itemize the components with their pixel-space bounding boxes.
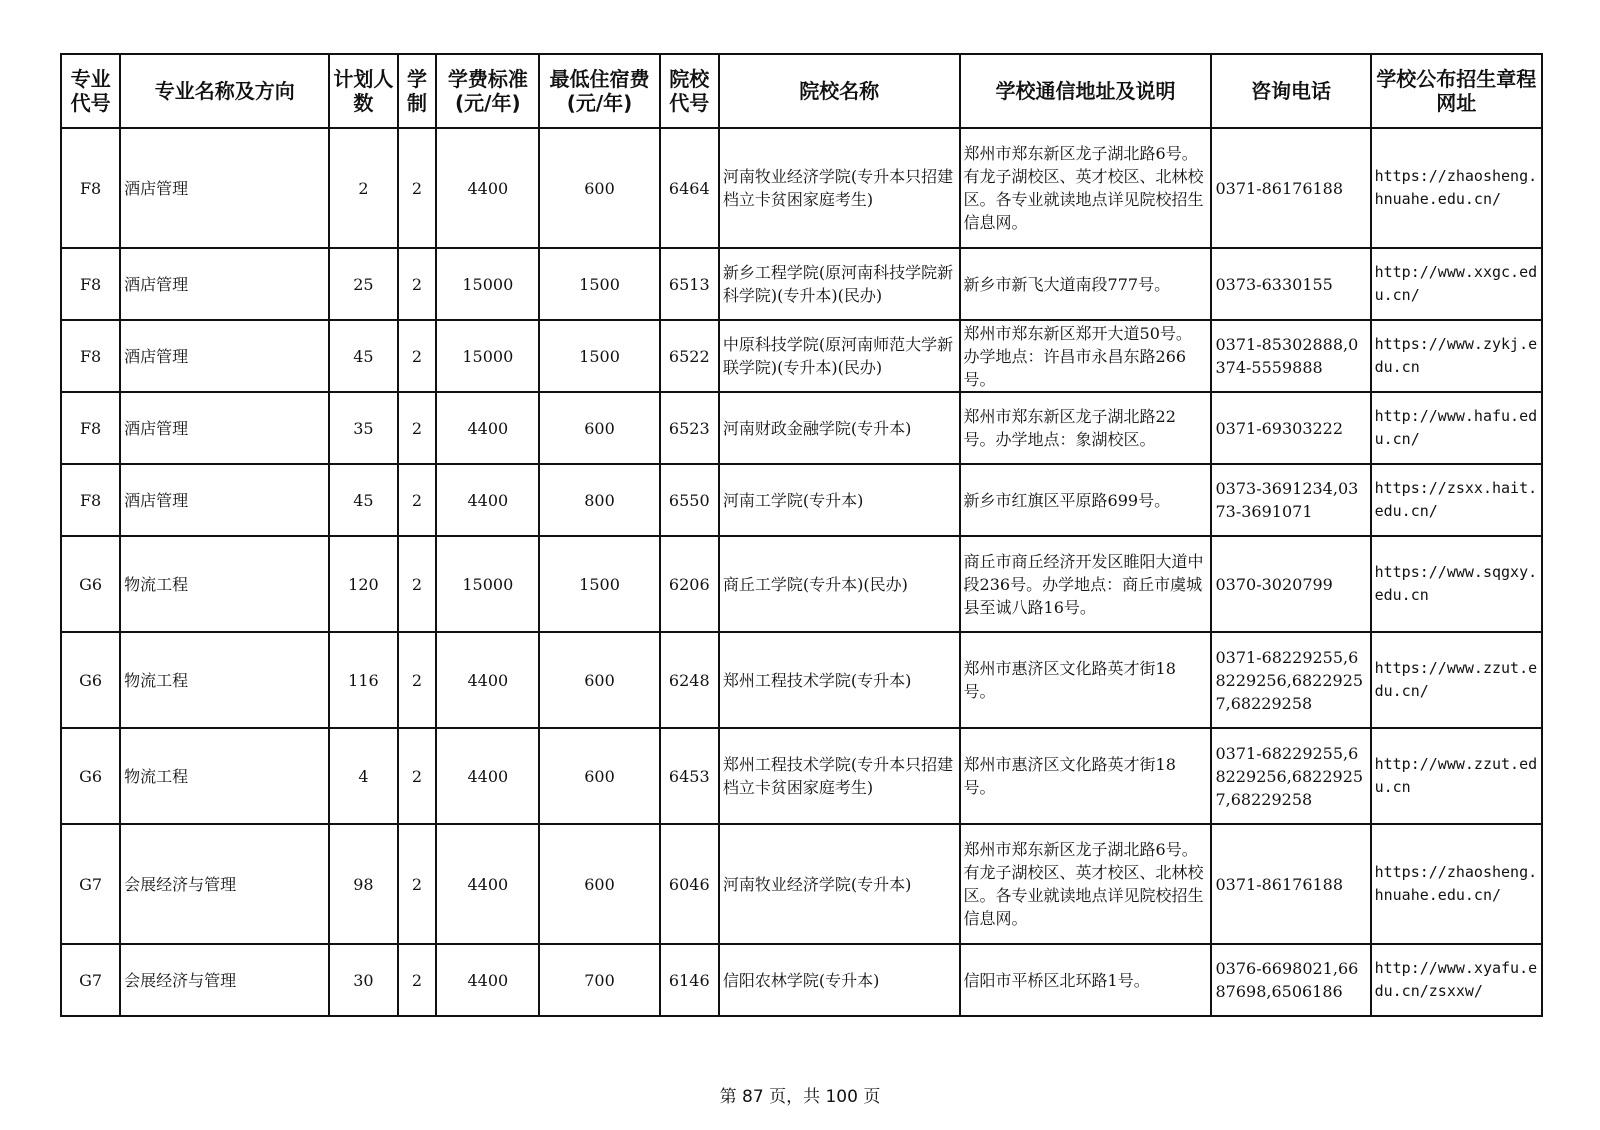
cell-years: 2 bbox=[398, 728, 437, 824]
cell-address: 郑州市郑东新区郑开大道50号。办学地点：许昌市永昌东路266号。 bbox=[960, 320, 1212, 392]
header-dorm: 最低住宿费(元/年) bbox=[539, 54, 659, 128]
cell-plan: 4 bbox=[329, 728, 397, 824]
cell-major: 酒店管理 bbox=[120, 248, 329, 320]
cell-school-name: 郑州工程技术学院(专升本只招建档立卡贫困家庭考生) bbox=[719, 728, 960, 824]
cell-years: 2 bbox=[398, 464, 437, 536]
cell-school-name: 新乡工程学院(原河南科技学院新科学院)(专升本)(民办) bbox=[719, 248, 960, 320]
header-phone: 咨询电话 bbox=[1211, 54, 1370, 128]
header-website: 学校公布招生章程网址 bbox=[1371, 54, 1542, 128]
cell-plan: 45 bbox=[329, 464, 397, 536]
cell-website: https://www.zykj.edu.cn bbox=[1371, 320, 1542, 392]
cell-dorm: 600 bbox=[539, 128, 659, 248]
table-row bbox=[61, 536, 1542, 632]
cell-major: 酒店管理 bbox=[120, 320, 329, 392]
cell-website: https://zsxx.hait.edu.cn/ bbox=[1371, 464, 1542, 536]
cell-school-code: 6522 bbox=[660, 320, 719, 392]
cell-school-code: 6046 bbox=[660, 824, 719, 944]
cell-address: 商丘市商丘经济开发区睢阳大道中段236号。办学地点：商丘市虞城县至诚八路16号。 bbox=[960, 536, 1212, 632]
cell-tuition: 4400 bbox=[436, 464, 539, 536]
cell-years: 2 bbox=[398, 944, 437, 1016]
cell-major: 酒店管理 bbox=[120, 392, 329, 464]
cell-website: http://www.xyafu.edu.cn/zsxxw/ bbox=[1371, 944, 1542, 1016]
cell-dorm: 1500 bbox=[539, 536, 659, 632]
cell-school-name: 中原科技学院(原河南师范大学新联学院)(专升本)(民办) bbox=[719, 320, 960, 392]
table-row bbox=[61, 320, 1542, 392]
cell-code: F8 bbox=[61, 392, 120, 464]
cell-years: 2 bbox=[398, 248, 437, 320]
cell-address: 郑州市郑东新区龙子湖北路6号。有龙子湖校区、英才校区、北林校区。各专业就读地点详见院校招生信息网。 bbox=[960, 824, 1212, 944]
cell-school-name: 河南牧业经济学院(专升本) bbox=[719, 824, 960, 944]
cell-tuition: 4400 bbox=[436, 392, 539, 464]
cell-tuition: 4400 bbox=[436, 824, 539, 944]
cell-dorm: 1500 bbox=[539, 320, 659, 392]
cell-dorm: 800 bbox=[539, 464, 659, 536]
cell-phone: 0371-69303222 bbox=[1211, 392, 1370, 464]
cell-plan: 120 bbox=[329, 536, 397, 632]
cell-years: 2 bbox=[398, 536, 437, 632]
cell-plan: 2 bbox=[329, 128, 397, 248]
cell-phone: 0371-68229255,68229256,68229257,68229258 bbox=[1211, 728, 1370, 824]
cell-phone: 0370-3020799 bbox=[1211, 536, 1370, 632]
table-body bbox=[61, 128, 1542, 1016]
header-years: 学制 bbox=[398, 54, 437, 128]
cell-school-code: 6206 bbox=[660, 536, 719, 632]
cell-website: https://www.sqgxy.edu.cn bbox=[1371, 536, 1542, 632]
cell-website: http://www.xxgc.edu.cn/ bbox=[1371, 248, 1542, 320]
cell-address: 郑州市惠济区文化路英才街18号。 bbox=[960, 632, 1212, 728]
cell-address: 郑州市郑东新区龙子湖北路6号。有龙子湖校区、英才校区、北林校区。各专业就读地点详见院校招生信息网。 bbox=[960, 128, 1212, 248]
header-row bbox=[61, 54, 1542, 128]
cell-phone: 0371-86176188 bbox=[1211, 824, 1370, 944]
header-address: 学校通信地址及说明 bbox=[960, 54, 1212, 128]
table-row bbox=[61, 824, 1542, 944]
cell-years: 2 bbox=[398, 128, 437, 248]
cell-tuition: 4400 bbox=[436, 728, 539, 824]
header-school-code: 院校代号 bbox=[660, 54, 719, 128]
cell-major: 酒店管理 bbox=[120, 128, 329, 248]
page-footer: 第 87 页，共 100 页 bbox=[719, 1087, 881, 1107]
cell-phone: 0371-85302888,0374-5559888 bbox=[1211, 320, 1370, 392]
cell-school-name: 河南财政金融学院(专升本) bbox=[719, 392, 960, 464]
cell-plan: 25 bbox=[329, 248, 397, 320]
cell-dorm: 700 bbox=[539, 944, 659, 1016]
cell-code: G6 bbox=[61, 536, 120, 632]
cell-code: F8 bbox=[61, 128, 120, 248]
cell-major: 酒店管理 bbox=[120, 464, 329, 536]
table-row bbox=[61, 944, 1542, 1016]
cell-plan: 45 bbox=[329, 320, 397, 392]
cell-address: 郑州市郑东新区龙子湖北路22号。办学地点：象湖校区。 bbox=[960, 392, 1212, 464]
cell-school-code: 6146 bbox=[660, 944, 719, 1016]
cell-tuition: 4400 bbox=[436, 632, 539, 728]
cell-tuition: 15000 bbox=[436, 320, 539, 392]
cell-code: G7 bbox=[61, 944, 120, 1016]
cell-address: 郑州市惠济区文化路英才街18号。 bbox=[960, 728, 1212, 824]
cell-website: http://www.hafu.edu.cn/ bbox=[1371, 392, 1542, 464]
cell-website: http://www.zzut.edu.cn bbox=[1371, 728, 1542, 824]
cell-website: https://www.zzut.edu.cn/ bbox=[1371, 632, 1542, 728]
cell-school-code: 6550 bbox=[660, 464, 719, 536]
table-row bbox=[61, 392, 1542, 464]
cell-website: https://zhaosheng.hnuahe.edu.cn/ bbox=[1371, 128, 1542, 248]
cell-years: 2 bbox=[398, 320, 437, 392]
cell-dorm: 1500 bbox=[539, 248, 659, 320]
cell-school-name: 河南牧业经济学院(专升本只招建档立卡贫困家庭考生) bbox=[719, 128, 960, 248]
cell-code: G6 bbox=[61, 728, 120, 824]
cell-plan: 30 bbox=[329, 944, 397, 1016]
cell-major: 物流工程 bbox=[120, 536, 329, 632]
cell-dorm: 600 bbox=[539, 392, 659, 464]
cell-school-name: 河南工学院(专升本) bbox=[719, 464, 960, 536]
cell-school-code: 6453 bbox=[660, 728, 719, 824]
cell-school-name: 商丘工学院(专升本)(民办) bbox=[719, 536, 960, 632]
cell-tuition: 4400 bbox=[436, 128, 539, 248]
cell-code: F8 bbox=[61, 464, 120, 536]
cell-major: 会展经济与管理 bbox=[120, 944, 329, 1016]
admissions-table bbox=[60, 53, 1543, 1017]
cell-dorm: 600 bbox=[539, 728, 659, 824]
cell-years: 2 bbox=[398, 632, 437, 728]
cell-major: 会展经济与管理 bbox=[120, 824, 329, 944]
cell-code: F8 bbox=[61, 248, 120, 320]
header-tuition: 学费标准(元/年) bbox=[436, 54, 539, 128]
cell-phone: 0376-6698021,6687698,6506186 bbox=[1211, 944, 1370, 1016]
cell-school-code: 6464 bbox=[660, 128, 719, 248]
cell-plan: 98 bbox=[329, 824, 397, 944]
header-plan: 计划人数 bbox=[329, 54, 397, 128]
cell-tuition: 15000 bbox=[436, 536, 539, 632]
cell-tuition: 4400 bbox=[436, 944, 539, 1016]
cell-school-name: 信阳农林学院(专升本) bbox=[719, 944, 960, 1016]
cell-school-code: 6513 bbox=[660, 248, 719, 320]
cell-school-code: 6523 bbox=[660, 392, 719, 464]
cell-phone: 0371-68229255,68229256,68229257,68229258 bbox=[1211, 632, 1370, 728]
cell-school-name: 郑州工程技术学院(专升本) bbox=[719, 632, 960, 728]
header-code: 专业代号 bbox=[61, 54, 120, 128]
cell-years: 2 bbox=[398, 824, 437, 944]
cell-plan: 35 bbox=[329, 392, 397, 464]
header-major: 专业名称及方向 bbox=[120, 54, 329, 128]
table-row bbox=[61, 128, 1542, 248]
cell-code: F8 bbox=[61, 320, 120, 392]
cell-address: 信阳市平桥区北环路1号。 bbox=[960, 944, 1212, 1016]
cell-phone: 0373-6330155 bbox=[1211, 248, 1370, 320]
cell-dorm: 600 bbox=[539, 824, 659, 944]
cell-address: 新乡市新飞大道南段777号。 bbox=[960, 248, 1212, 320]
table-row bbox=[61, 464, 1542, 536]
table-row bbox=[61, 248, 1542, 320]
cell-school-code: 6248 bbox=[660, 632, 719, 728]
table-row bbox=[61, 632, 1542, 728]
cell-dorm: 600 bbox=[539, 632, 659, 728]
cell-major: 物流工程 bbox=[120, 728, 329, 824]
cell-code: G7 bbox=[61, 824, 120, 944]
cell-plan: 116 bbox=[329, 632, 397, 728]
cell-address: 新乡市红旗区平原路699号。 bbox=[960, 464, 1212, 536]
cell-website: https://zhaosheng.hnuahe.edu.cn/ bbox=[1371, 824, 1542, 944]
cell-tuition: 15000 bbox=[436, 248, 539, 320]
admissions-table-container bbox=[60, 53, 1543, 1017]
cell-major: 物流工程 bbox=[120, 632, 329, 728]
cell-phone: 0373-3691234,0373-3691071 bbox=[1211, 464, 1370, 536]
cell-phone: 0371-86176188 bbox=[1211, 128, 1370, 248]
header-school-name: 院校名称 bbox=[719, 54, 960, 128]
table-row bbox=[61, 728, 1542, 824]
cell-code: G6 bbox=[61, 632, 120, 728]
cell-years: 2 bbox=[398, 392, 437, 464]
